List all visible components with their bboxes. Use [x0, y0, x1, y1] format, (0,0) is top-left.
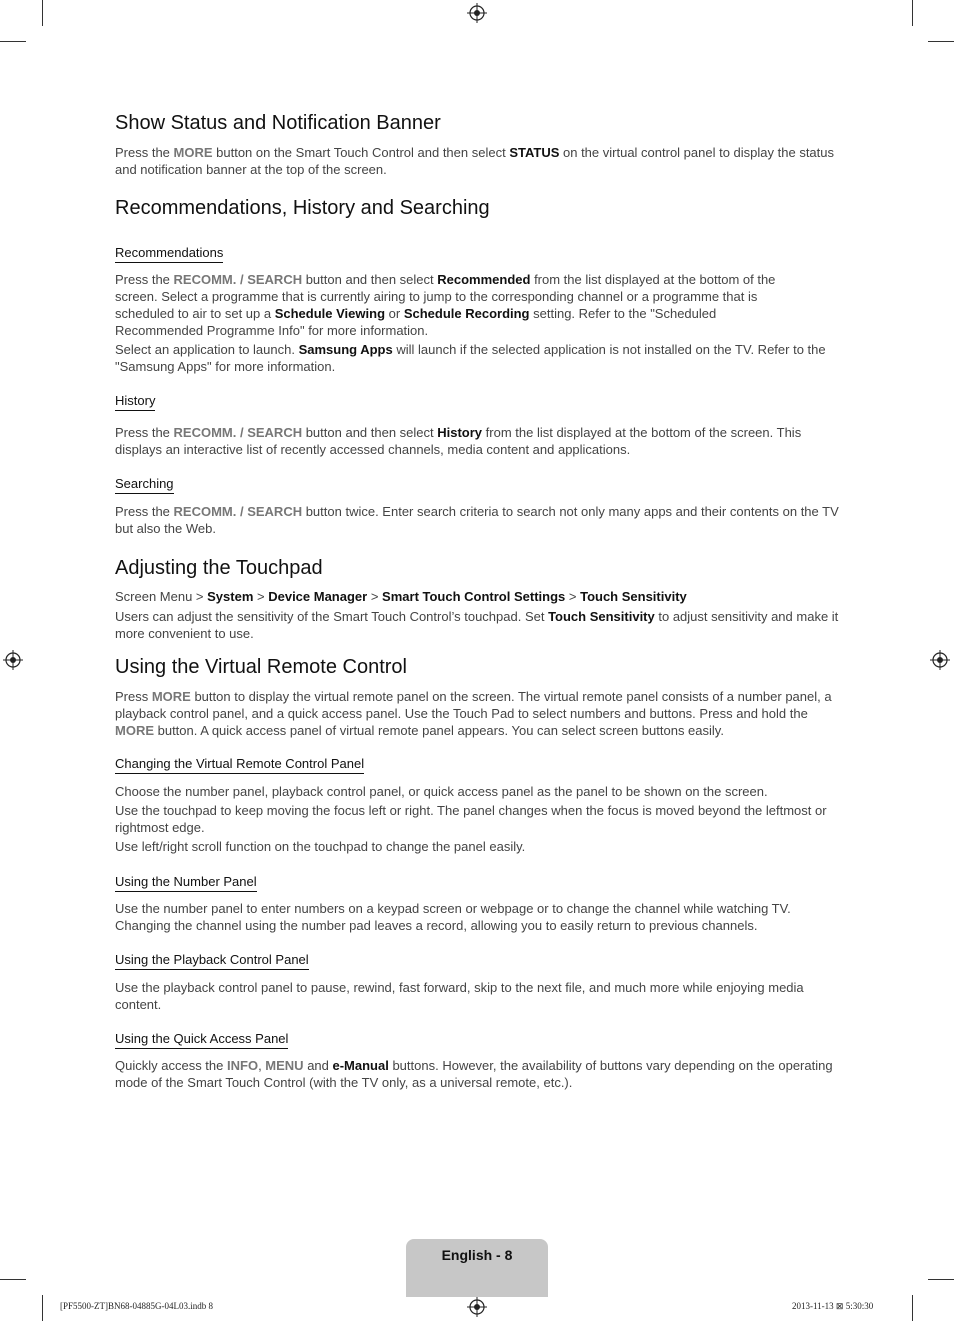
subheading-number-panel: Using the Number Panel: [115, 874, 257, 892]
crop-mark: [42, 1295, 43, 1321]
crop-mark: [928, 41, 954, 42]
crop-mark: [42, 0, 43, 26]
crop-mark: [928, 1279, 954, 1280]
subheading-searching: Searching: [115, 476, 174, 494]
subheading-playback-panel: Using the Playback Control Panel: [115, 952, 309, 970]
touchpad-paragraph: Users can adjust the sensitivity of the Smart Touch Control’s touchpad. Set Touch Sensitivity to adjust sensitivity and make it more convenient to use.: [115, 609, 839, 641]
crop-mark: [0, 41, 26, 42]
section-heading-recommendations: Recommendations, History and Searching: [115, 197, 490, 219]
file-info: [PF5500-ZT]BN68-04885G-04L03.indb 8: [60, 1301, 213, 1311]
crop-mark: [912, 0, 913, 26]
section-heading-virtual-remote: Using the Virtual Remote Control: [115, 656, 407, 678]
registration-mark-icon: [3, 650, 23, 670]
quick-access-paragraph: Quickly access the INFO, MENU and e-Manual buttons. However, the availability of buttons vary depending on the operating mode of the Smart Touch Control (with the TV only, as a universal remote, etc.).: [115, 1058, 833, 1090]
recommendations-paragraph-2: Select an application to launch. Samsung Apps will launch if the selected application is not installed on the TV. Refer to the "Samsung Apps" for more information.: [115, 342, 826, 374]
recommendations-paragraph-1: Press the RECOMM. / SEARCH button and then select Recommended from the list displayed at the bottom of the screen. Select a programme that is currently airing to jump to the corresponding channel or a programme that is scheduled to air to set up a Schedule Viewing or Schedule Recording setting. Refer to the "Scheduled Recommended Programme Info" for more information.: [115, 272, 776, 338]
changing-panel-paragraph-1: Choose the number panel, playback control panel, or quick access panel as the panel to be shown on the screen.: [115, 784, 768, 799]
history-paragraph: Press the RECOMM. / SEARCH button and then select History from the list displayed at the bottom of the screen. This displays an interactive list of recently accessed channels, media content and applications.: [115, 425, 802, 457]
crop-mark: [912, 1295, 913, 1321]
section-heading-status: Show Status and Notification Banner: [115, 112, 441, 134]
page-number-label: English - 8: [441, 1247, 513, 1263]
section-heading-touchpad: Adjusting the Touchpad: [115, 557, 323, 579]
number-panel-paragraph: Use the number panel to enter numbers on a keypad screen or webpage or to change the channel while watching TV. Changing the channel using the number pad leaves a record, allowing you to easily return to previous channels.: [115, 901, 791, 933]
registration-mark-icon: [930, 650, 950, 670]
virtual-remote-paragraph: Press MORE button to display the virtual remote panel on the screen. The virtual remote panel consists of a number panel, a playback control panel, and a quick access panel. Use the Touch Pad to select numbers and buttons. Press and hold the MORE button. A quick access panel of virtual remote panel appears. You can select screen buttons easily.: [115, 689, 832, 738]
registration-mark-icon: [467, 1297, 487, 1317]
status-paragraph: Press the MORE button on the Smart Touch Control and then select STATUS on the virtual control panel to display the status and notification banner at the top of the screen.: [115, 145, 834, 177]
print-timestamp: 2013-11-13 ⊠ 5:30:30: [792, 1301, 874, 1311]
searching-paragraph: Press the RECOMM. / SEARCH button twice. Enter search criteria to search not only many apps and their contents on the TV but also the Web.: [115, 504, 839, 536]
registration-mark-icon: [467, 3, 487, 23]
playback-panel-paragraph: Use the playback control panel to pause, rewind, fast forward, skip to the next file, and much more while enjoying media content.: [115, 980, 804, 1012]
subheading-recommendations: Recommendations: [115, 245, 223, 263]
crop-mark: [0, 1279, 26, 1280]
touchpad-menu-path: Screen Menu > System > Device Manager > Smart Touch Control Settings > Touch Sensitivity: [115, 589, 687, 604]
changing-panel-paragraph-2: Use the touchpad to keep moving the focus left or right. The panel changes when the focus is moved beyond the leftmost or rightmost edge.: [115, 803, 827, 835]
changing-panel-paragraph-3: Use left/right scroll function on the touchpad to change the panel easily.: [115, 839, 526, 854]
page-number-tab: [406, 1239, 548, 1297]
subheading-changing-panel: Changing the Virtual Remote Control Panel: [115, 756, 364, 774]
subheading-quick-access-panel: Using the Quick Access Panel: [115, 1031, 288, 1049]
subheading-history: History: [115, 393, 155, 411]
